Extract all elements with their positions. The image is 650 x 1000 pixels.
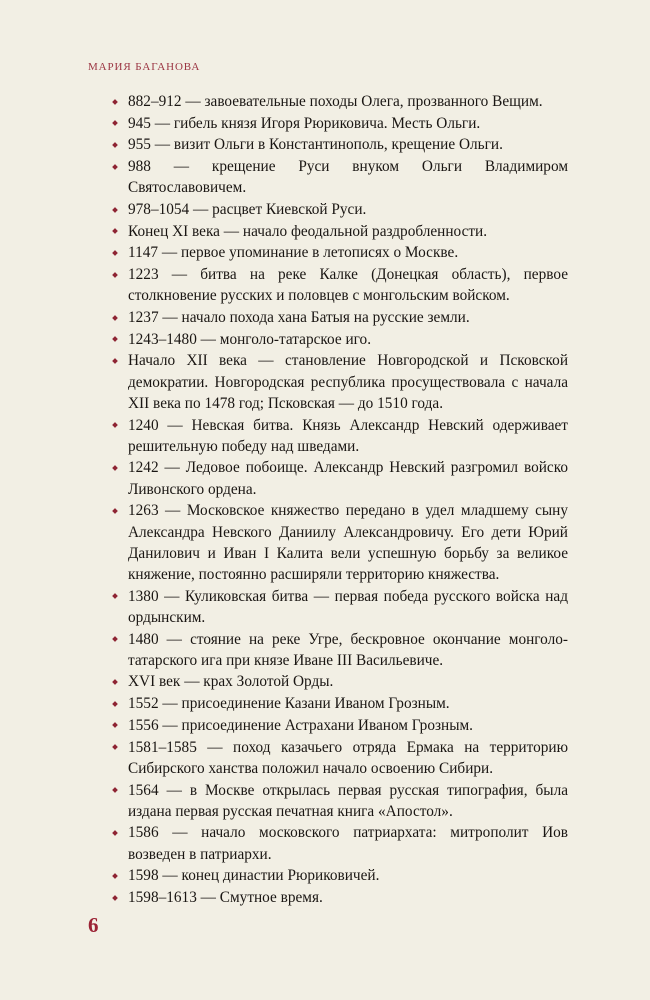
- list-item: [110, 242, 568, 263]
- list-item-text: 1586 — начало московского патриархата: митрополит Иов возведен в патриархи.: [128, 824, 568, 863]
- list-item-text: 1223 — битва на реке Калке (Донецкая область), первое столкновение русских и половцев с монгольским войском.: [128, 266, 568, 305]
- list-item-text: Конец XI века — начало феодальной раздробленности.: [128, 222, 488, 240]
- chronology-list: [110, 91, 568, 908]
- list-item-text: 1564 — в Москве открылась первая русская типография, была издана первая русская печатная книга «Апостол».: [128, 781, 568, 820]
- list-item-text: 1263 — Московское княжество передано в удел младшему сыну Александра Невского Даниилу Александровичу. Его дети Юрий Данилович и Иван I Калита вели успешную борьбу за великое княжение, постоянно расширяли территорию княжества.: [128, 502, 568, 583]
- list-item-text: 955 — визит Ольги в Константинополь, крещение Ольги.: [128, 136, 503, 154]
- list-item: [110, 329, 568, 350]
- list-item: [110, 865, 568, 886]
- list-item: [110, 737, 568, 779]
- list-item-text: 1581–1585 — поход казачьего отряда Ермака на территорию Сибирского ханства положил начало освоению Сибири.: [128, 738, 568, 777]
- list-item-text: 945 — гибель князя Игоря Рюриковича. Месть Ольги.: [128, 114, 481, 132]
- list-item: [110, 715, 568, 736]
- list-item-text: 988 — крещение Руси внуком Ольги Владимиром Святославовичем.: [128, 158, 568, 197]
- list-item: [110, 887, 568, 908]
- list-item-text: XVI век — крах Золотой Орды.: [128, 673, 334, 691]
- list-item-text: 1598–1613 — Смутное время.: [128, 889, 323, 907]
- list-item: [110, 693, 568, 714]
- list-item: [110, 264, 568, 306]
- list-item: [110, 156, 568, 198]
- list-item-text: 1243–1480 — монголо-татарское иго.: [128, 330, 372, 348]
- list-item: [110, 91, 568, 112]
- list-item-text: 1380 — Куликовская битва — первая победа русского войска над ордынским.: [128, 587, 568, 626]
- list-item: [110, 199, 568, 220]
- list-item: [110, 415, 568, 457]
- list-item: [110, 307, 568, 328]
- list-item: [110, 113, 568, 134]
- list-item-text: Начало XII века — становление Новгородской и Псковской демократии. Новгородская республика просуществовала с начала XII века по 1478 год; Псковская — до 1510 года.: [128, 352, 568, 412]
- list-item: [110, 671, 568, 692]
- list-item: [110, 780, 568, 822]
- page-number: 6: [88, 913, 99, 937]
- list-item-text: 1552 — присоединение Казани Иваном Грозным.: [128, 695, 450, 713]
- list-item-text: 1556 — присоединение Астрахани Иваном Грозным.: [128, 716, 473, 734]
- list-item-text: 1240 — Невская битва. Князь Александр Невский одерживает решительную победу над шведами.: [128, 416, 568, 455]
- list-item-text: 1598 — конец династии Рюриковичей.: [128, 867, 380, 885]
- list-item-text: 1237 — начало похода хана Батыя на русские земли.: [128, 309, 470, 327]
- running-head: МАРИЯ БАГАНОВА: [88, 61, 201, 73]
- list-item: [110, 134, 568, 155]
- body-text-block: [110, 91, 568, 909]
- list-item: [110, 629, 568, 671]
- list-item-text: 1147 — первое упоминание в летописях о Москве.: [128, 244, 459, 262]
- list-item: [110, 350, 568, 414]
- list-item: [110, 221, 568, 242]
- list-item: [110, 822, 568, 864]
- list-item-text: 978–1054 — расцвет Киевской Руси.: [128, 201, 367, 219]
- list-item: [110, 500, 568, 585]
- list-item-text: 1480 — стояние на реке Угре, бескровное окончание монголо-татарского ига при князе Иване III Васильевиче.: [128, 630, 568, 669]
- list-item: [110, 457, 568, 499]
- list-item-text: 882–912 — завоевательные походы Олега, прозванного Вещим.: [128, 93, 543, 110]
- list-item: [110, 586, 568, 628]
- list-item-text: 1242 — Ледовое побоище. Александр Невский разгромил войско Ливонского ордена.: [128, 459, 568, 498]
